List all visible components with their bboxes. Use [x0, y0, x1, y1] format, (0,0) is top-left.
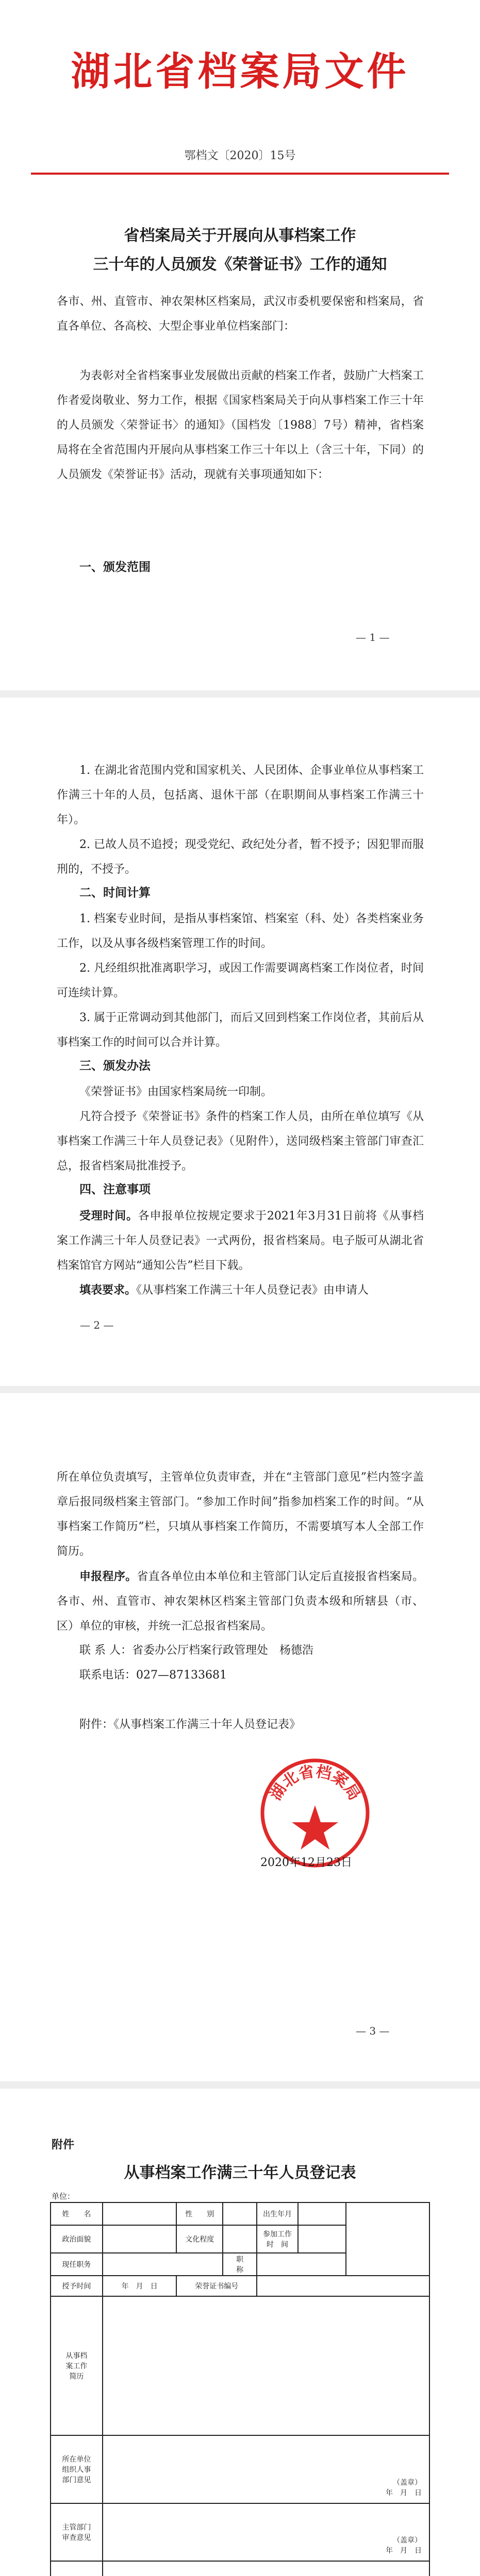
attachment-line: 附件：《从事档案工作满三十年人员登记表》 — [79, 1718, 301, 1731]
fill-requirement-paragraph — [57, 1278, 424, 1303]
field-education[interactable] — [223, 2225, 257, 2253]
contact-person: 联 系 人：省委办公厅档案行政管理处 杨德浩 — [79, 1644, 313, 1657]
label-gender: 性 别 — [176, 2202, 223, 2225]
doc-number: 鄂档文〔2020〕15号 — [184, 149, 296, 162]
field-approval-opinion[interactable] — [103, 2561, 429, 2576]
registration-form-table — [50, 2202, 430, 2576]
form-row-supervisor-opinion — [51, 2503, 429, 2561]
accept-time-paragraph — [57, 1204, 424, 1278]
form-row-resume — [51, 2296, 429, 2435]
s1-item2: 2. 已故人员不追授；现受党纪、政纪处分者，暂不授予；因犯罪而服刑的，不授予。 — [57, 838, 424, 876]
s2-item3: 3. 属于正常调动到其他部门，而后又回到档案工作岗位者，其前后从事档案工作的时间可以合并计算。 — [57, 1011, 424, 1049]
form-title: 从事档案工作满三十年人员登记表 — [124, 2164, 356, 2182]
label-resume: 从事档案工作简历 — [51, 2296, 103, 2435]
addressees: 各市、州、直管市、神农架林区档案局，武汉市委机要保密和档案局，省直各单位、各高校、大型企事业单位档案部门： — [57, 295, 424, 333]
field-gender[interactable] — [223, 2202, 257, 2225]
stamp-note: （盖章） — [393, 2479, 422, 2487]
field-work-start[interactable] — [298, 2225, 346, 2253]
intro-paragraph: 为表彰对全省档案事业发展做出贡献的档案工作者，鼓励广大档案工作者爱岗敬业、努力工作，根据《国家档案局关于向从事档案工作三十年的人员颁发〈荣誉证书〉的通知》（国档发〔1988〕7号）精神，省档案局将在全省范围内开展向从事档案工作三十年以上（含三十年，下同）的人员颁发《荣誉证书》活动，现就有关事项通知如下： — [57, 369, 424, 481]
issue-date: 2020年12月23日 — [260, 1856, 352, 1869]
date-line: 年 月 日 — [386, 2489, 422, 2497]
date-line: 年 月 日 — [386, 2547, 422, 2555]
field-name[interactable] — [103, 2202, 177, 2225]
form-unit-label: 单位： — [52, 2192, 75, 2201]
field-political[interactable] — [103, 2225, 177, 2253]
page-1 — [0, 0, 480, 690]
field-unit-opinion[interactable] — [103, 2435, 429, 2503]
label-political: 政治面貌 — [51, 2225, 103, 2253]
section-heading-4: 四、注意事项 — [79, 1182, 151, 1196]
fill-requirement-text: 《从事档案工作满三十年人员登记表》由申请人 — [136, 1284, 369, 1297]
page-2 — [0, 698, 480, 1386]
contact-phone: 联系电话：027—87133681 — [79, 1669, 227, 1682]
label-supervisor-opinion: 主管部门审查意见 — [51, 2503, 103, 2561]
svg-text:湖北省档案局 — [267, 1762, 363, 1803]
section-heading-3: 三、颁发办法 — [79, 1059, 151, 1073]
field-birth[interactable] — [298, 2202, 346, 2225]
s3-item1: 《荣誉证书》由国家档案局统一印制。 — [79, 1086, 273, 1098]
form-row-name — [51, 2202, 429, 2225]
section-heading-1: 一、颁发范围 — [79, 560, 151, 574]
label-approval-opinion — [51, 2561, 103, 2576]
field-supervisor-opinion[interactable] — [103, 2503, 429, 2561]
page-gap — [0, 1386, 480, 1393]
doc-title-line2: 三十年的人员颁发《荣誉证书》工作的通知 — [93, 256, 387, 274]
s2-item2: 2. 凡经组织批准离职学习，或因工作需要调离档案工作岗位者，时间可连续计算。 — [57, 962, 424, 999]
page-number-2: — 2 — — [80, 1319, 114, 1331]
s1-item1: 1. 在湖北省范围内党和国家机关、人民团体、企事业单位从事档案工作满三十年的人员，包括离、退休干部（在职期间从事档案工作满三十年）。 — [57, 764, 424, 826]
fill-requirement-continued: 所在单位负责填写，主管单位负责审查，并在“主管部门意见”栏内签字盖章后报同级档案主管部门。“参加工作时间”指参加档案工作的时间。“从事档案工作简历”栏，只填从事档案工作简历，不需要填写本人全部工作简历。 — [57, 1471, 424, 1558]
doc-title-line1: 省档案局关于开展向从事档案工作 — [124, 227, 356, 245]
label-title: 职 称 — [223, 2253, 257, 2276]
page-gap — [0, 2081, 480, 2089]
label-award-time: 授予时间 — [51, 2276, 103, 2296]
page-4 — [0, 2089, 480, 2576]
field-title[interactable] — [257, 2253, 345, 2276]
label-position: 现任职务 — [51, 2253, 103, 2276]
field-award-time[interactable]: 年 月 日 — [103, 2276, 177, 2296]
stamp-note: （盖章） — [393, 2536, 422, 2545]
page-gap — [0, 690, 480, 698]
seal-text: 湖北省档案局 — [266, 1762, 364, 1804]
form-row-approval-opinion — [51, 2561, 429, 2576]
label-name: 姓 名 — [51, 2202, 103, 2225]
page-3 — [0, 1393, 480, 2081]
red-divider — [31, 173, 449, 175]
form-row-unit-opinion — [51, 2435, 429, 2503]
agency-red-title: 湖北省档案局文件 — [71, 48, 409, 94]
label-birth: 出生年月 — [257, 2202, 298, 2225]
form-row-award — [51, 2276, 429, 2296]
field-cert-number[interactable] — [257, 2276, 429, 2296]
photo-cell[interactable] — [346, 2202, 429, 2276]
attachment-label: 附件 — [52, 2139, 75, 2151]
page-number-1: — 1 — — [356, 631, 390, 643]
accept-time-text: 各申报单位按规定要求于2021年3月31日前将《从事档案工作满三十年人员登记表》一式两份，报省档案局。电子版可从湖北省档案馆官方网站“通知公告”栏目下载。 — [57, 1210, 424, 1272]
section-heading-2: 二、时间计算 — [79, 886, 151, 900]
field-resume[interactable] — [103, 2296, 429, 2435]
s3-item2: 凡符合授予《荣誉证书》条件的档案工作人员，由所在单位填写《从事档案工作满三十年人员登记表》（见附件），送同级档案主管部门审查汇总，报省档案局批准授予。 — [57, 1110, 424, 1173]
label-unit-opinion: 所在单位组织人事部门意见 — [51, 2435, 103, 2503]
label-work-start: 参加工作时 间 — [257, 2225, 298, 2253]
label-cert-number: 荣誉证书编号 — [176, 2276, 257, 2296]
fill-requirement-label: 填表要求。 — [79, 1283, 137, 1297]
s2-item1: 1. 档案专业时间，是指从事档案馆、档案室（科、处）各类档案业务工作，以及从事各级档案管理工作的时间。 — [57, 912, 424, 950]
report-procedure-text: 省直各单位由本单位和主管部门认定后直接报省档案局。各市、州、直管市、神农架林区档案主管部门负责本级和所辖县（市、区）单位的审核，并统一汇总报省档案局。 — [57, 1570, 424, 1633]
page-number-3: — 3 — — [356, 2025, 390, 2037]
seal-star-icon — [292, 1805, 338, 1850]
accept-time-label: 受理时间。 — [79, 1209, 138, 1223]
report-procedure-label: 申报程序。 — [79, 1570, 137, 1583]
field-position[interactable] — [103, 2253, 223, 2276]
report-procedure-paragraph — [57, 1564, 424, 1639]
label-education: 文化程度 — [176, 2225, 223, 2253]
